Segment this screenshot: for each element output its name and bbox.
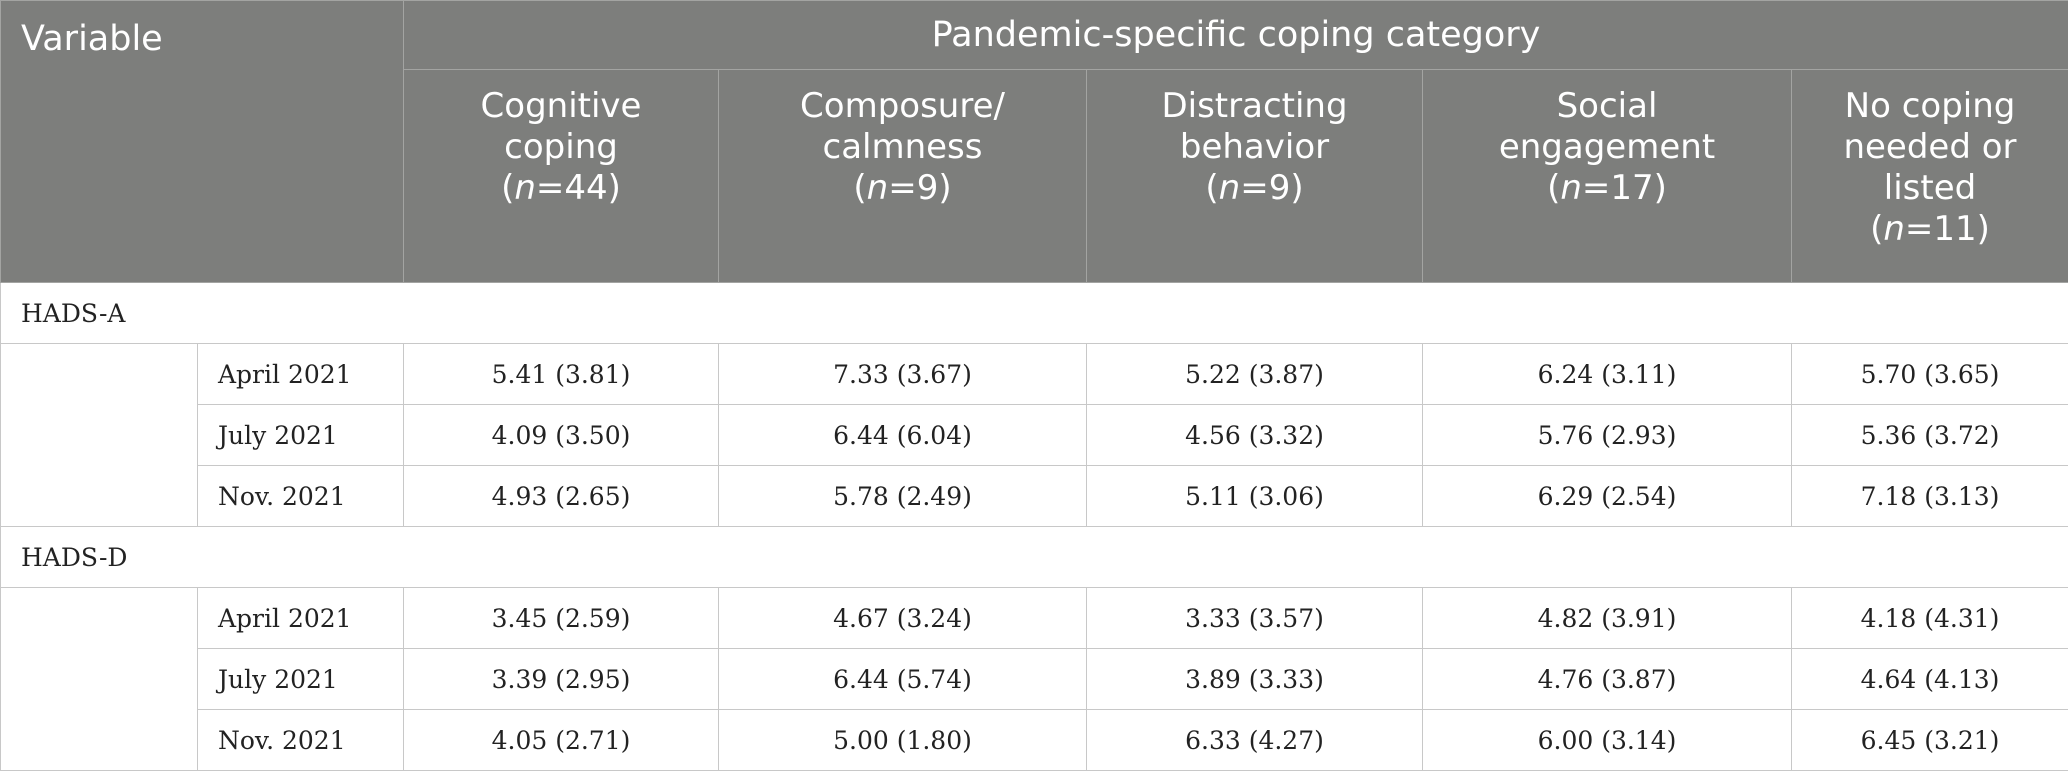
table-row	[1, 710, 2068, 771]
column-header-composure: Composure/ calmness (n=9)	[719, 70, 1087, 283]
value-cell: 3.45 (2.59)	[404, 588, 719, 649]
column-header-cognitive: Cognitive coping (n=44)	[404, 70, 719, 283]
time-label: Nov. 2021	[198, 710, 404, 771]
value-cell: 5.70 (3.65)	[1792, 344, 2068, 405]
column-header-no-coping: No coping needed or listed (n=11)	[1792, 70, 2068, 283]
value-cell: 5.78 (2.49)	[719, 466, 1087, 527]
time-label: April 2021	[198, 588, 404, 649]
value-cell: 7.33 (3.67)	[719, 344, 1087, 405]
time-label: April 2021	[198, 344, 404, 405]
section-row-hads-d	[1, 527, 2068, 588]
table-row	[1, 649, 2068, 710]
value-cell: 4.09 (3.50)	[404, 405, 719, 466]
empty-cell	[1, 588, 198, 771]
value-cell: 4.93 (2.65)	[404, 466, 719, 527]
value-cell: 7.18 (3.13)	[1792, 466, 2068, 527]
time-label: July 2021	[198, 405, 404, 466]
value-cell: 4.82 (3.91)	[1423, 588, 1792, 649]
value-cell: 4.64 (4.13)	[1792, 649, 2068, 710]
value-cell: 3.39 (2.95)	[404, 649, 719, 710]
value-cell: 3.89 (3.33)	[1087, 649, 1423, 710]
value-cell: 5.41 (3.81)	[404, 344, 719, 405]
category-header: Pandemic-specific coping category	[404, 1, 2068, 70]
value-cell: 4.56 (3.32)	[1087, 405, 1423, 466]
value-cell: 6.29 (2.54)	[1423, 466, 1792, 527]
value-cell: 6.45 (3.21)	[1792, 710, 2068, 771]
table-row	[1, 466, 2068, 527]
table-row	[1, 588, 2068, 649]
header-row-top	[1, 1, 2068, 70]
table-row	[1, 405, 2068, 466]
value-cell: 5.76 (2.93)	[1423, 405, 1792, 466]
empty-cell	[1, 344, 198, 527]
value-cell: 5.22 (3.87)	[1087, 344, 1423, 405]
value-cell: 5.11 (3.06)	[1087, 466, 1423, 527]
section-label: HADS-D	[1, 527, 2068, 588]
value-cell: 5.36 (3.72)	[1792, 405, 2068, 466]
value-cell: 6.44 (5.74)	[719, 649, 1087, 710]
value-cell: 4.76 (3.87)	[1423, 649, 1792, 710]
value-cell: 6.33 (4.27)	[1087, 710, 1423, 771]
value-cell: 5.00 (1.80)	[719, 710, 1087, 771]
time-label: July 2021	[198, 649, 404, 710]
section-row-hads-a	[1, 283, 2068, 344]
section-label: HADS-A	[1, 283, 2068, 344]
column-header-social: Social engagement (n=17)	[1423, 70, 1792, 283]
value-cell: 6.00 (3.14)	[1423, 710, 1792, 771]
value-cell: 4.18 (4.31)	[1792, 588, 2068, 649]
time-label: Nov. 2021	[198, 466, 404, 527]
column-header-distracting: Distracting behavior (n=9)	[1087, 70, 1423, 283]
value-cell: 4.05 (2.71)	[404, 710, 719, 771]
value-cell: 4.67 (3.24)	[719, 588, 1087, 649]
value-cell: 6.44 (6.04)	[719, 405, 1087, 466]
table-row	[1, 344, 2068, 405]
value-cell: 3.33 (3.57)	[1087, 588, 1423, 649]
value-cell: 6.24 (3.11)	[1423, 344, 1792, 405]
variable-header: Variable	[1, 1, 404, 283]
